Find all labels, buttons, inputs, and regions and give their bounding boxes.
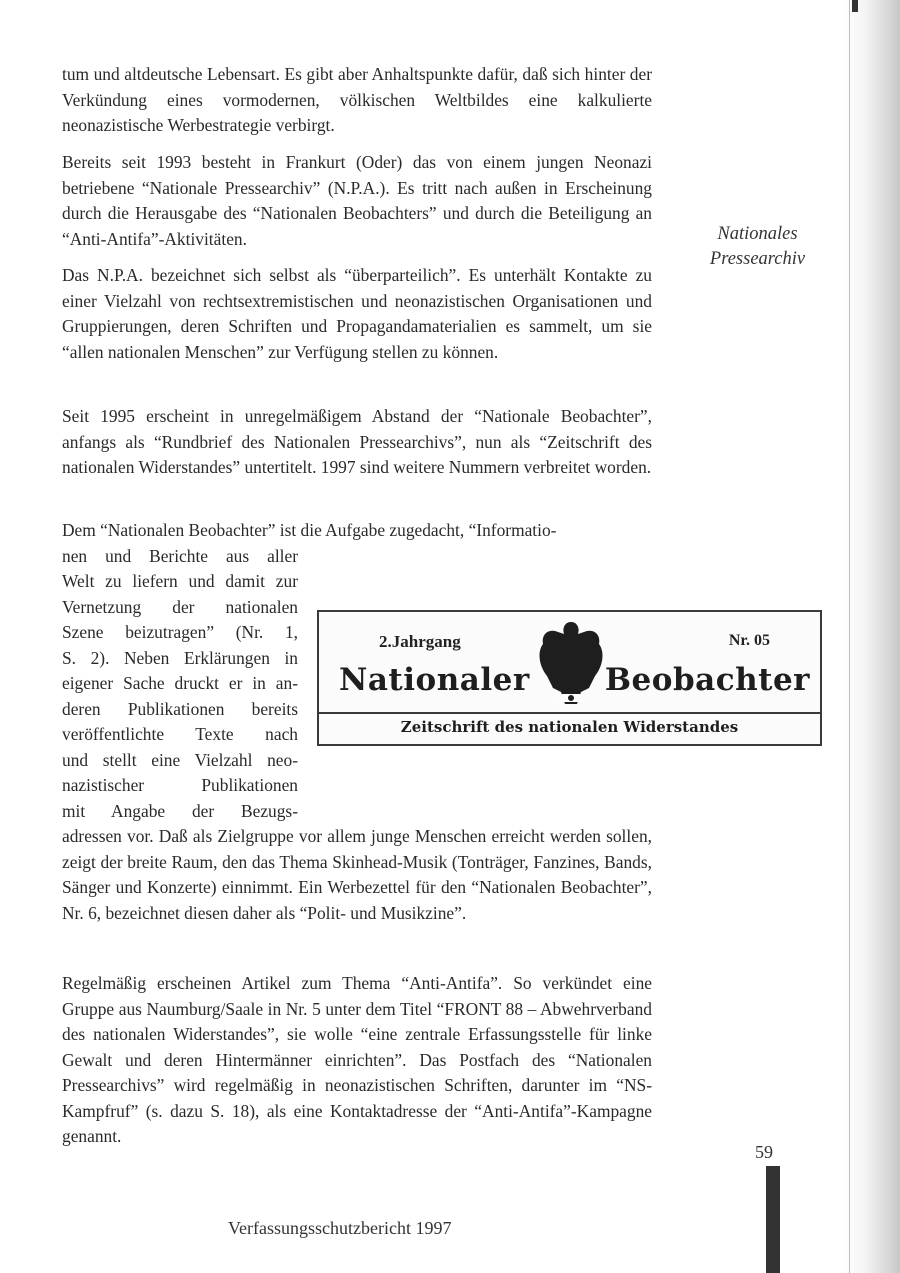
paragraph-anti-antifa: Regelmäßig erscheinen Artikel zum Thema “Anti-Antifa”. So verkündet eine Gruppe aus Naumburg/Saale in Nr. 5 unter dem Titel “FRONT 88 – Abwehrverband des nationalen Widerstandes”, sie wolle “eine zentrale Erfassungsstelle für linke Gewalt und deren Hintermänner einrichten”. Das Postfach des “Nationalen Pressearchivs” wird regelmäßig in neonazistischen Schriften, darunter im “NS-Kampfruf” (s. dazu S. 18), als eine Kontaktadresse der “Anti-Antifa”-Kampagne genannt. — [62, 973, 652, 1146]
scan-edge-shadow — [842, 0, 900, 1273]
paragraph-intro: tum und altdeutsche Lebensart. Es gibt aber Anhaltspunkte dafür, daß sich hinter der Verkündung eines vormodernen, völkischen Weltbildes eine kalkulierte neonazistische Werbestrategie verbirgt. — [62, 64, 652, 135]
margin-note-line: Pressearchiv — [709, 249, 806, 269]
masthead-volume: 2.Jahrgang — [379, 632, 461, 651]
text-line: Welt zu liefern und damit zur — [62, 571, 298, 591]
masthead-issue-number: Nr. 05 — [728, 632, 770, 649]
text-line: eigener Sache druckt er in an- — [62, 673, 298, 693]
text-line: Vernetzung der nationalen — [62, 596, 298, 617]
paragraph-npa-founding: Bereits seit 1993 besteht in Frankurt (Oder) das von einem jungen Neonazi betriebene “Nationale Pressearchiv” (N.P.A.). Es tritt nach außen in Erscheinung durch die Herausgabe des “Nationalen Beobachters” und durch die Beteiligung an “Anti-Antifa”-Aktivitäten. — [62, 152, 652, 249]
text-line: S. 2). Neben Erklärungen in — [62, 647, 298, 668]
paragraph-beobachter-history: Seit 1995 erscheint in unregelmäßigem Abstand der “Nationale Beobachter”, anfangs als “Rundbrief des Nationalen Pressearchivs”, nun als “Zeitschrift des nationalen Widerstandes” untertitelt. 1997 sind weitere Nummern verbreitet worden. — [62, 406, 652, 477]
scan-edge-line — [849, 0, 850, 1273]
masthead-subtitle: Zeitschrift des nationalen Widerstandes — [400, 718, 739, 736]
margin-note-line: Nationales — [717, 224, 798, 244]
scan-edge-mark — [852, 0, 858, 12]
page-footer: Verfassungsschutzbericht 1997 — [228, 1218, 452, 1238]
text-line: nazistischer Publikationen — [62, 775, 298, 795]
page-number: 59 — [755, 1142, 773, 1162]
masthead-title-left: Nationaler — [339, 662, 530, 698]
page-number-marker — [766, 1166, 780, 1273]
text-line: Dem “Nationalen Beobachter” ist die Aufgabe zugedacht, “Informatio- — [62, 520, 557, 540]
text-line: deren Publikationen bereits — [62, 698, 298, 719]
paragraph-continuation: adressen vor. Daß als Zielgruppe vor allem junge Menschen erreicht werden sollen, zeigt der breite Raum, den das Thema Skinhead-Musik (Tonträger, Fanzines, Bands, Sänger und Konzerte) einnimmt. Ein Werbezettel für den “Nationalen Beobachter”, Nr. 6, bezeichnet diesen daher als “Polit- und Musikzine”. — [62, 826, 652, 923]
eagle-emblem-icon — [531, 618, 611, 710]
text-line: nen und Berichte aus aller — [62, 545, 298, 566]
masthead-title-right: Beobachter — [604, 662, 810, 698]
text-line: Szene beizutragen” (Nr. 1, — [62, 622, 298, 642]
newspaper-masthead-image — [317, 610, 822, 746]
text-line: und stellt eine Vielzahl neo- — [62, 749, 298, 770]
masthead-divider — [319, 712, 820, 714]
margin-note — [690, 222, 825, 272]
paragraph-npa-contacts: Das N.P.A. bezeichnet sich selbst als “überparteilich”. Es unterhält Kontakte zu einer Vielzahl von rechtsextremistischen und neonazistischen Organisationen und Gruppierungen, deren Schriften und Propagandamaterialien es sammelt, um sie “allen nationalen Menschen” zur Verfügung stellen zu können. — [62, 265, 652, 362]
text-line: veröffentlichte Texte nach — [62, 724, 298, 744]
text-line: mit Angabe der Bezugs- — [62, 800, 298, 821]
